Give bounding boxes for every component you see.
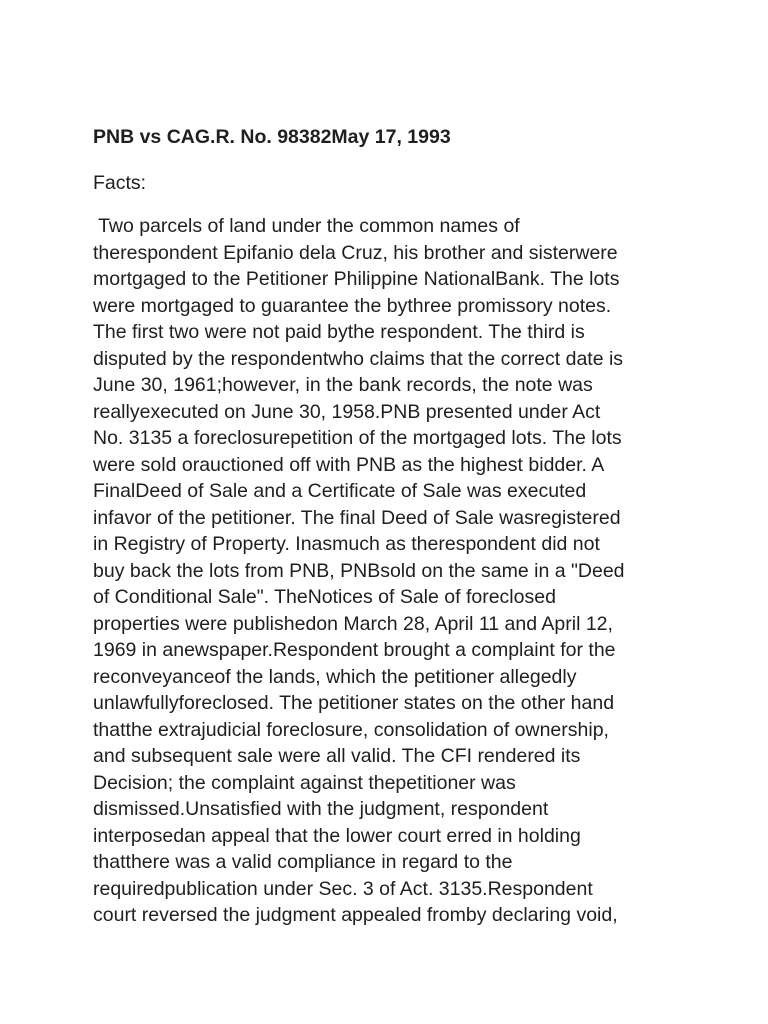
body-line: 1969 in anewspaper.Respondent brought a complaint for the [93,639,616,661]
body-line: mortgaged to the Petitioner Philippine NationalBank. The lots [93,268,620,290]
body-line: therespondent Epifanio dela Cruz, his brother and sisterwere [93,241,618,264]
body-line: in Registry of Property. Inasmuch as therespondent did not [93,533,600,555]
document-title: PNB vs CAG.R. No. 98382May 17, 1993 [93,126,451,148]
body-line: Two parcels of land under the common names of [93,215,520,237]
body-line: properties were publishedon March 28, April 11 and April 12, [93,612,613,635]
body-line: court reversed the judgment appealed fromby declaring void, [93,904,618,926]
body-line: and subsequent sale were all valid. The CFI rendered its [93,745,581,767]
body-line: of Conditional Sale". TheNotices of Sale of foreclosed [93,586,556,608]
body-line: No. 3135 a foreclosurepetition of the mortgaged lots. The lots [93,427,622,449]
body-line: infavor of the petitioner. The final Deed of Sale wasregistered [93,506,621,529]
body-line: June 30, 1961;however, in the bank records, the note was [93,374,593,396]
body-line: unlawfullyforeclosed. The petitioner states on the other hand [93,692,615,714]
body-line: thatthe extrajudicial foreclosure, consolidation of ownership, [93,718,609,741]
body-line: buy back the lots from PNB, PNBsold on the same in a "Deed [93,559,625,582]
body-line: dismissed.Unsatisfied with the judgment, respondent [93,798,549,820]
body-line: reallyexecuted on June 30, 1958.PNB presented under Act [93,400,601,423]
body-line: reconveyanceof the lands, which the petitioner allegedly [93,665,577,688]
body-line: FinalDeed of Sale and a Certificate of Sale was executed [93,480,587,502]
body-line: Decision; the complaint against thepetitioner was [93,771,516,794]
body-line: were sold orauctioned off with PNB as the highest bidder. A [93,453,605,476]
body-line: thatthere was a valid compliance in regard to the [93,851,513,873]
body-line: The first two were not paid bythe respondent. The third is [93,321,585,343]
facts-body [93,213,688,929]
body-line: interposedan appeal that the lower court erred in holding [93,824,581,847]
body-line: requiredpublication under Sec. 3 of Act. 3135.Respondent [93,877,593,900]
section-label-facts: Facts: [93,172,147,194]
body-line: disputed by the respondentwho claims that the correct date is [93,347,624,370]
body-line: were mortgaged to guarantee the bythree promissory notes. [93,294,612,317]
